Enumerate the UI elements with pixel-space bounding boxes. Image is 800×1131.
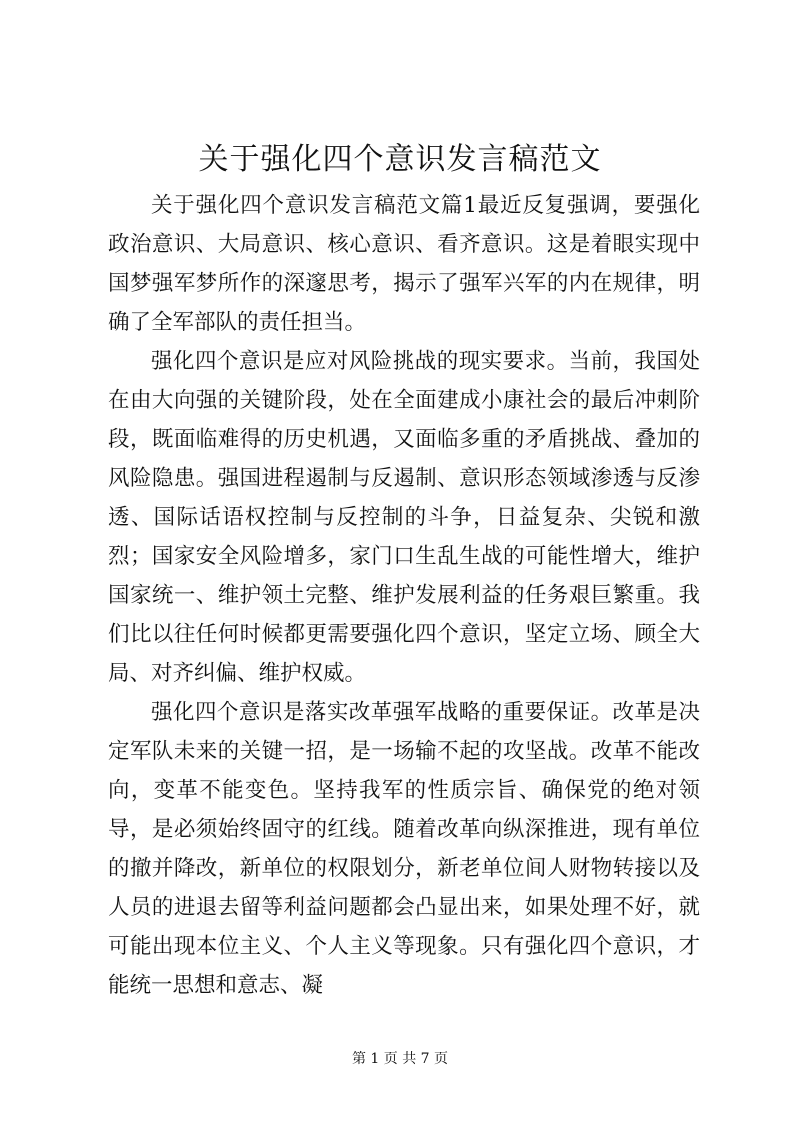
page-title: 关于强化四个意识发言稿范文: [198, 142, 602, 177]
document-body: [108, 186, 700, 1005]
paragraph-3: 强化四个意识是落实改革强军战略的重要保证。改革是决定军队未来的关键一招，是一场输不起的攻坚战。改革不能改向，变革不能变色。坚持我军的性质宗旨、确保党的绝对领导，是必须始终固守的红线。随着改革向纵深推进，现有单位的撤并降改，新单位的权限划分，新老单位间人财物转接以及人员的进退去留等利益问题都会凸显出来，如果处理不好，就可能出现本位主义、个人主义等现象。只有强化四个意识，才能统一思想和意志、凝: [108, 700, 700, 998]
paragraph-2: 强化四个意识是应对风险挑战的现实要求。当前，我国处在由大向强的关键阶段，处在全面建成小康社会的最后冲刺阶段，既面临难得的历史机遇，又面临多重的矛盾挑战、叠加的风险隐患。强国进程遏制与反遏制、意识形态领域渗透与反渗透、国际话语权控制与反控制的斗争，日益复杂、尖锐和激烈；国家安全风险增多，家门口生乱生战的可能性增大，维护国家统一、维护领土完整、维护发展利益的任务艰巨繁重。我们比以往任何时候都更需要强化四个意识，坚定立场、顾全大局、对齐纠偏、维护权威。: [108, 349, 700, 686]
page-footer: 第 1 页 共 7 页: [351, 1051, 449, 1067]
paragraph-1: 关于强化四个意识发言稿范文篇1最近反复强调，要强化政治意识、大局意识、核心意识、看齐意识。这是着眼实现中国梦强军梦所作的深邃思考，揭示了强军兴军的内在规律，明确了全军部队的责任担当。: [108, 193, 700, 335]
